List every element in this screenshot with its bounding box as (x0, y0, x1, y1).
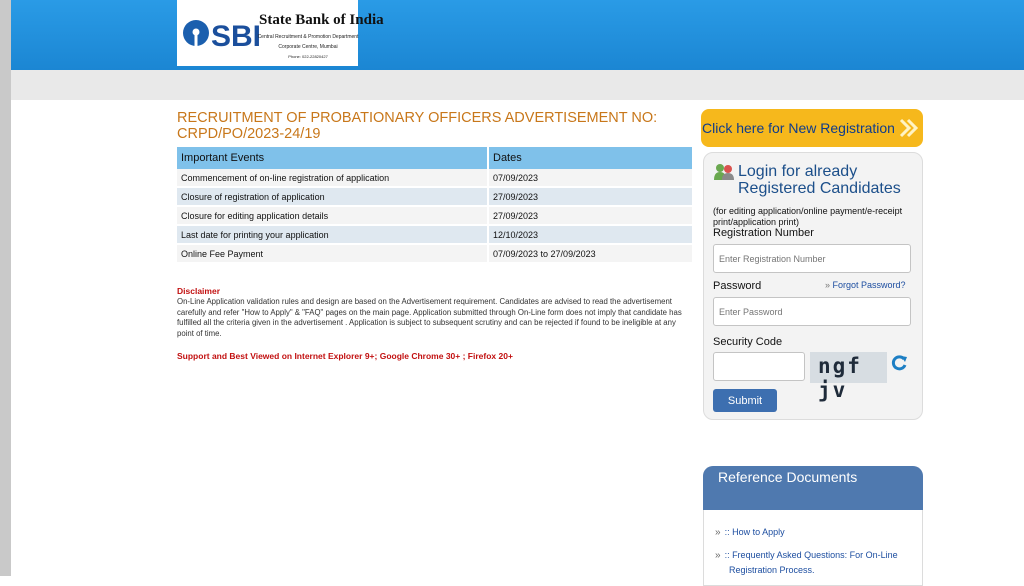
reference-documents-header (703, 466, 923, 510)
new-registration-label: Click here for New Registration (702, 120, 895, 136)
event-cell: Online Fee Payment (177, 244, 488, 263)
submit-button[interactable]: Submit (713, 389, 777, 412)
table-row (177, 225, 693, 244)
reference-link-label: :: Frequently Asked Questions: For On-Line Registration Process. (724, 550, 898, 575)
forgot-password-label: Forgot Password? (832, 280, 906, 290)
table-row (177, 169, 693, 187)
reference-documents-title: Reference Documents (718, 469, 858, 485)
date-cell: 07/09/2023 to 27/09/2023 (488, 244, 693, 263)
double-chevron-right-icon: » (715, 550, 721, 561)
important-events-table (177, 147, 694, 264)
new-registration-button[interactable] (701, 109, 923, 147)
page-title: RECRUITMENT OF PROBATIONARY OFFICERS ADVERTISEMENT NO: CRPD/PO/2023-24/19 (177, 110, 658, 142)
password-input[interactable] (713, 297, 911, 326)
dept-line-3: Phone: 022-22820427 (288, 54, 328, 59)
header-bar (11, 0, 1024, 70)
reference-link-faq[interactable] (715, 548, 909, 577)
disclaimer-title: Disclaimer (177, 286, 220, 296)
date-cell: 27/09/2023 (488, 187, 693, 206)
sbi-logo[interactable] (177, 0, 384, 66)
reference-link-label: :: How to Apply (724, 527, 785, 537)
login-title (738, 163, 901, 197)
double-chevron-right-icon: » (715, 527, 721, 538)
reference-link-how-to-apply[interactable] (715, 525, 785, 540)
security-code-input[interactable] (713, 352, 805, 381)
captcha-image (810, 352, 887, 402)
dept-line-2: Corporate Centre, Mumbai (278, 44, 338, 50)
date-cell: 27/09/2023 (488, 206, 693, 225)
logo-sbi-text: SBI (211, 20, 262, 53)
column-header-dates: Dates (488, 147, 693, 169)
security-code-label: Security Code (713, 336, 783, 348)
bank-name: State Bank of India (259, 12, 384, 28)
registration-number-label: Registration Number (713, 227, 814, 239)
login-title-line1: Login for already (738, 163, 858, 180)
event-cell: Last date for printing your application (177, 225, 488, 244)
disclaimer-text: On-Line Application validation rules and design are based on the Advertisement requirement. Candidates are advised to read the advertisement carefully and refer "How to Apply" & "FAQ" pages on the main page. Application submitted through On-Line form does not imply that candidate has fulfilled all the criteria given in the advertisement . Application is subject to subsequent scrutiny and can be rejected if found to be ineligible at any point of time. (177, 297, 682, 338)
date-cell: 12/10/2023 (488, 225, 693, 244)
captcha-text: ngf jv (818, 354, 862, 402)
refresh-icon[interactable] (890, 354, 908, 372)
dept-line-1: Central Recruitment & Promotion Department (257, 34, 359, 40)
column-header-events: Important Events (177, 147, 488, 169)
sbi-logo-mark (177, 0, 262, 66)
table-header-row (177, 147, 693, 169)
table-row (177, 187, 693, 206)
page-left-border (0, 0, 11, 576)
browser-support-note: Support and Best Viewed on Internet Explorer 9+; Google Chrome 30+ ; Firefox 20+ (177, 351, 513, 361)
login-note: (for editing application/online payment/e-receipt print/application print) (713, 206, 903, 227)
event-cell: Closure of registration of application (177, 187, 488, 206)
login-title-line2: Registered Candidates (738, 180, 901, 197)
sub-header-bar (11, 70, 1024, 100)
users-icon (713, 163, 735, 181)
password-label: Password (713, 280, 762, 292)
double-chevron-right-icon: » (825, 280, 831, 290)
forgot-password-link[interactable] (825, 280, 906, 290)
registration-number-input[interactable] (713, 244, 911, 273)
event-cell: Commencement of on-line registration of application (177, 169, 488, 187)
event-cell: Closure for editing application details (177, 206, 488, 225)
table-row (177, 244, 693, 263)
double-chevron-right-icon (898, 117, 918, 139)
table-row (177, 206, 693, 225)
date-cell: 07/09/2023 (488, 169, 693, 187)
